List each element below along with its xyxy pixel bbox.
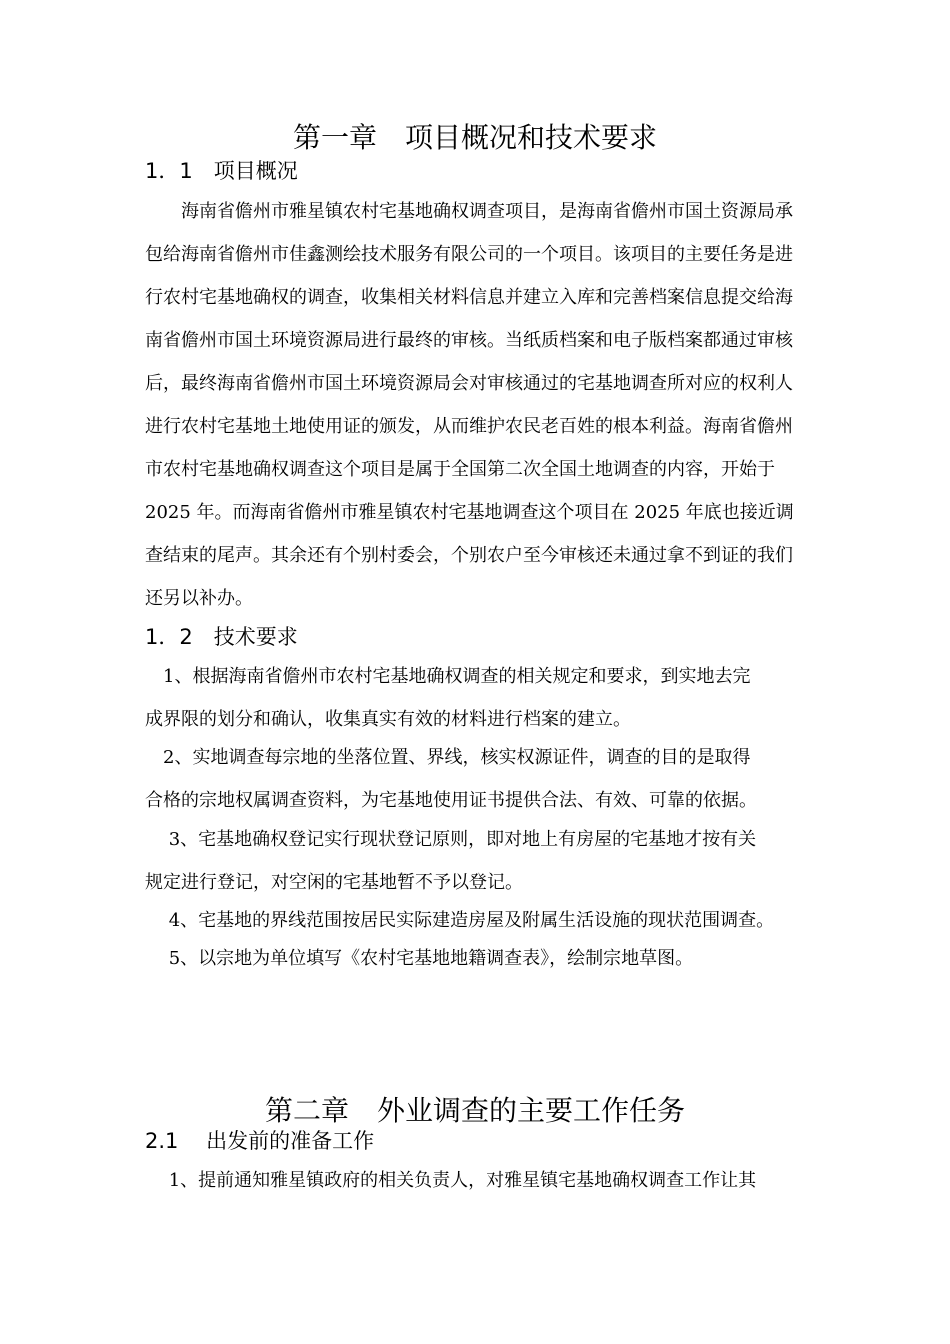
requirement-4-line: 4、宅基地的界线范围按居民实际建造房屋及附属生活设施的现状范围调查。 bbox=[145, 910, 775, 931]
requirement-3-line-2: 规定进行登记，对空闲的宅基地暂不予以登记。 bbox=[145, 872, 523, 893]
chapter-2-title: 第二章 外业调查的主要工作任务 bbox=[264, 1094, 685, 1127]
requirement-2-line-2: 合格的宗地权属调查资料，为宅基地使用证书提供合法、有效、可靠的依据。 bbox=[145, 790, 757, 811]
requirement-1-line-2: 成界限的划分和确认，收集真实有效的材料进行档案的建立。 bbox=[145, 709, 631, 730]
section-1-1-heading: 1．1 项目概况 bbox=[145, 159, 298, 183]
requirement-5-line: 5、以宗地为单位填写《农村宅基地地籍调查表》，绘制宗地草图。 bbox=[145, 948, 694, 969]
section-1-2-heading: 1．2 技术要求 bbox=[145, 625, 298, 649]
section-1-1-body: 海南省儋州市雅星镇农村宅基地确权调查项目，是海南省儋州市国土资源局承包给海南省儋州市佳鑫测绘技术服务有限公司的一个项目。该项目的主要任务是进行农村宅基地确权的调查，收集相关材料信息并建立入库和完善档案信息提交给海南省儋州市国土环境资源局进行最终的审核。当纸质档案和电子版档案都通过审核后，最终海南省儋州市国土环境资源局会对审核通过的宅基地调查所对应的权利人进行农村宅基地土地使用证的颁发，从而维护农民老百姓的根本利益。海南省儋州市农村宅基地确权调查这个项目是属于全国第二次全国土地调查的内容，开始于 2025 年。而海南省儋州市雅星镇农村宅基地调查这个项目在 2025 年底也接近调查结束的尾声。其余还有个别村委会，个别农户至今审核还未通过拿不到证的我们还另以补办。 bbox=[145, 201, 794, 609]
requirement-1-line-1: 1、根据海南省儋州市农村宅基地确权调查的相关规定和要求，到实地去完 bbox=[145, 666, 751, 687]
chapter-1-title: 第一章 项目概况和技术要求 bbox=[292, 121, 657, 154]
requirement-2-line-1: 2、实地调查每宗地的坐落位置、界线，核实权源证件，调查的目的是取得 bbox=[145, 747, 751, 768]
requirement-3-line-1: 3、宅基地确权登记实行现状登记原则，即对地上有房屋的宅基地才按有关 bbox=[145, 829, 757, 850]
section-2-1-heading: 2.1 出发前的准备工作 bbox=[145, 1129, 375, 1153]
preparation-1-line: 1、提前通知雅星镇政府的相关负责人，对雅星镇宅基地确权调查工作让其 bbox=[145, 1170, 757, 1191]
